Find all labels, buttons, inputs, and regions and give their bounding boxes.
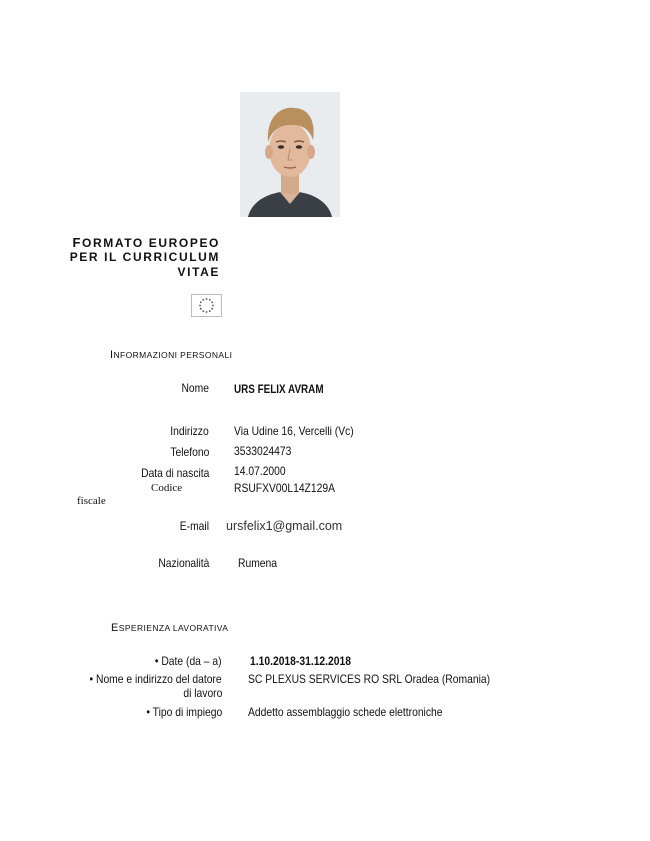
phone-value: 3533024473 <box>234 444 292 458</box>
employer-value: SC PLEXUS SERVICES RO SRL Oradea (Romania) <box>248 672 491 686</box>
cv-title-line-1 <box>72 235 220 250</box>
name-value: URS FELIX AVRAM <box>234 384 324 396</box>
work-dates-label: • Date (da – a) <box>155 654 222 668</box>
cv-title-line-2: PER IL CURRICULUM <box>69 250 220 264</box>
job-type-value: Addetto assemblaggio schede elettroniche <box>248 705 443 719</box>
address-label: Indirizzo <box>170 424 209 438</box>
eu-flag-icon <box>191 294 222 317</box>
section-initial: I <box>110 349 114 361</box>
fiscal-code-label-wrap: fiscale <box>77 495 106 507</box>
work-dates-value: 1.10.2018-31.12.2018 <box>250 654 352 668</box>
employer-label-wrap: di lavoro <box>182 686 222 700</box>
email-value[interactable]: ursfelix1@gmail.com <box>226 519 343 533</box>
birth-date-value: 14.07.2000 <box>234 464 286 478</box>
address-value: Via Udine 16, Vercelli (Vc) <box>234 424 354 438</box>
birth-date-label: Data di nascita <box>140 466 209 480</box>
nationality-value: Rumena <box>238 556 278 570</box>
job-type-label: • Tipo di impiego <box>146 705 222 719</box>
name-label: Nome <box>181 381 209 395</box>
phone-label: Telefono <box>169 445 209 459</box>
section-personal-info <box>110 349 232 361</box>
profile-photo <box>240 92 340 217</box>
section-initial: E <box>111 622 119 634</box>
title-initial: F <box>72 235 83 250</box>
nationality-label: Nazionalità <box>157 556 209 570</box>
cv-title-line-3: VITAE <box>177 265 220 279</box>
title-rest: ORMATO EUROPEO <box>82 236 220 250</box>
section-work-experience <box>111 622 228 634</box>
section-rest: NFORMAZIONI PERSONALI <box>113 350 233 360</box>
employer-label: • Nome e indirizzo del datore <box>89 672 222 686</box>
section-rest: SPERIENZA LAVORATIVA <box>118 623 229 633</box>
fiscal-code-value: RSUFXV00L14Z129A <box>234 481 335 495</box>
fiscal-code-label: Codice <box>151 482 183 494</box>
email-label: E-mail <box>179 519 209 533</box>
